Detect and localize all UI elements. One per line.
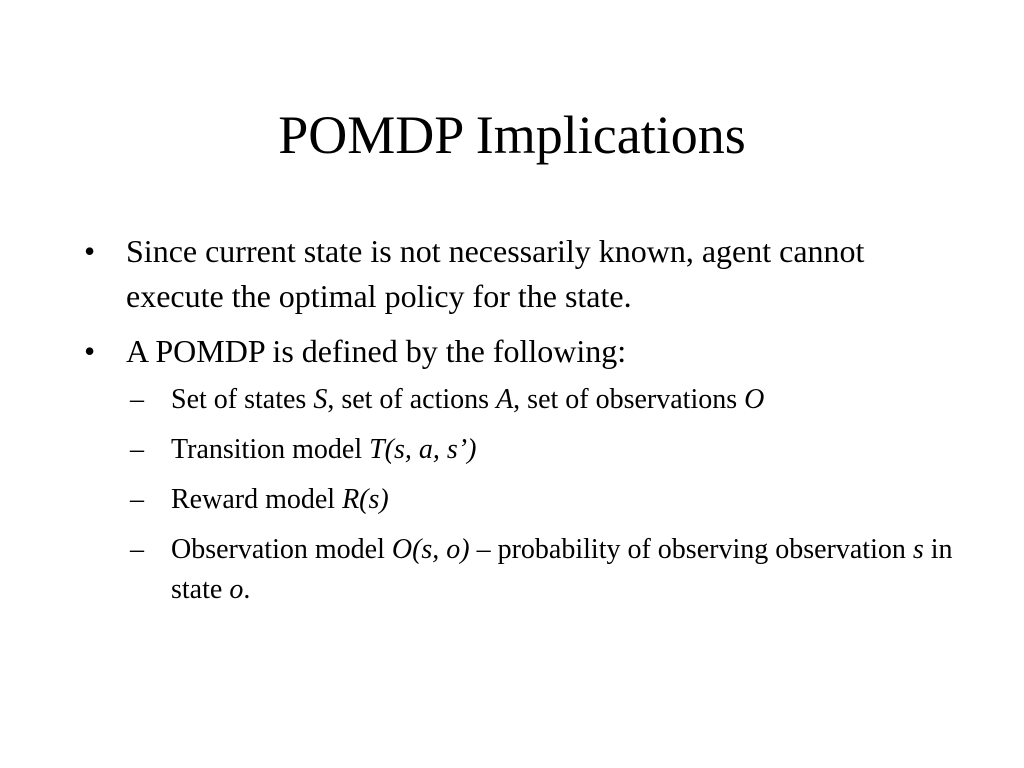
- sub-bullet-text: [171, 484, 389, 515]
- bullet-marker: •: [84, 233, 96, 269]
- sub-bullet-transition: [130, 430, 964, 470]
- sub-bullet-observation: [130, 530, 964, 610]
- sub-bullet-marker: –: [130, 484, 144, 515]
- sub-bullet-list: [84, 380, 964, 610]
- text-segment: in state: [171, 534, 953, 605]
- sub-bullet-marker: –: [130, 534, 144, 565]
- text-segment: – probability of observing observation: [469, 534, 913, 565]
- text-segment: .: [243, 574, 251, 605]
- bullet-item-1: [84, 229, 964, 319]
- slide-content: [84, 229, 964, 620]
- bullet-item-2: [84, 329, 964, 374]
- bullet-marker: •: [84, 333, 96, 369]
- text-segment: Reward model: [171, 484, 343, 515]
- bullet-text-2: A POMDP is defined by the following:: [126, 333, 627, 369]
- math-symbol-o: o: [229, 574, 244, 605]
- sub-bullet-marker: –: [130, 434, 144, 465]
- math-expression-observation: O(s, o): [391, 534, 470, 565]
- math-symbol-s: S: [313, 384, 328, 415]
- math-symbol-o: O: [744, 384, 765, 415]
- slide-title: POMDP Implications: [278, 105, 746, 165]
- sub-bullet-states: [130, 380, 964, 420]
- math-expression-transition: T(s, a, s’): [369, 434, 477, 465]
- sub-bullet-text: [171, 534, 953, 605]
- math-symbol-a: A: [496, 384, 514, 415]
- sub-bullet-reward: [130, 480, 964, 520]
- text-segment: , set of observations: [513, 384, 745, 415]
- text-segment: , set of actions: [327, 384, 497, 415]
- text-segment: Set of states: [171, 384, 314, 415]
- math-symbol-s: s: [912, 534, 924, 565]
- sub-bullet-text: [171, 384, 764, 415]
- math-expression-reward: R(s): [342, 484, 389, 515]
- sub-bullet-marker: –: [130, 384, 144, 415]
- sub-bullet-text: [171, 434, 476, 465]
- text-segment: Transition model: [171, 434, 370, 465]
- bullet-text-1: Since current state is not necessarily known, agent cannot execute the optimal policy for the state.: [126, 233, 865, 314]
- text-segment: Observation model: [171, 534, 392, 565]
